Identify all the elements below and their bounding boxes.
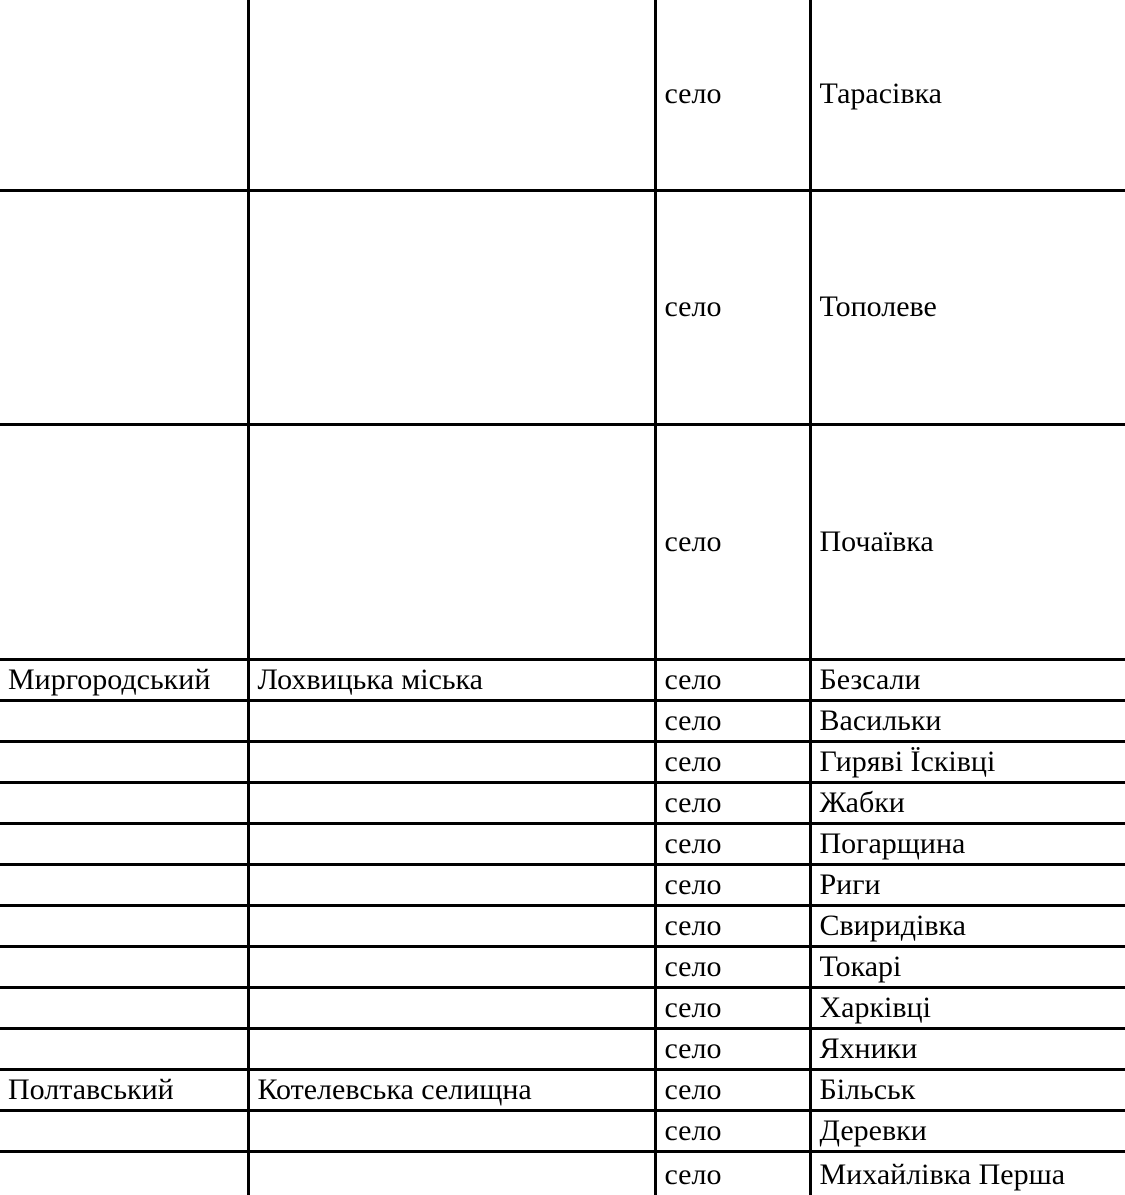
- cell-district: [0, 700, 248, 741]
- cell-district: Миргородський: [0, 659, 248, 700]
- cell-district: [0, 946, 248, 987]
- cell-name: Яхники: [810, 1028, 1125, 1069]
- cell-hromada: [248, 741, 655, 782]
- table-row: [0, 1028, 1125, 1069]
- cell-type: село: [655, 659, 810, 700]
- cell-hromada: [248, 782, 655, 823]
- cell-hromada: Котелевська селищна: [248, 1069, 655, 1110]
- cell-district: Полтавський: [0, 1069, 248, 1110]
- table-row: [0, 1151, 1125, 1195]
- cell-district: [0, 0, 248, 190]
- cell-type: село: [655, 741, 810, 782]
- cell-name: Токарі: [810, 946, 1125, 987]
- cell-hromada: [248, 864, 655, 905]
- cell-name: Погарщина: [810, 823, 1125, 864]
- cell-district: [0, 741, 248, 782]
- cell-hromada: [248, 946, 655, 987]
- cell-district: [0, 823, 248, 864]
- cell-district: [0, 1151, 248, 1195]
- cell-type: село: [655, 905, 810, 946]
- cell-type: село: [655, 0, 810, 190]
- table-row: [0, 782, 1125, 823]
- cell-name: Тарасівка: [810, 0, 1125, 190]
- cell-hromada: [248, 190, 655, 424]
- table-row: [0, 1110, 1125, 1151]
- cell-name: Тополеве: [810, 190, 1125, 424]
- cell-hromada: [248, 823, 655, 864]
- cell-district: [0, 1028, 248, 1069]
- cell-district: [0, 987, 248, 1028]
- cell-name: Свиридівка: [810, 905, 1125, 946]
- cell-type: село: [655, 1028, 810, 1069]
- cell-type: село: [655, 1069, 810, 1110]
- table-row: [0, 987, 1125, 1028]
- cell-hromada: [248, 424, 655, 659]
- cell-district: [0, 424, 248, 659]
- cell-name: Почаївка: [810, 424, 1125, 659]
- cell-district: [0, 1110, 248, 1151]
- table-row: [0, 659, 1125, 700]
- table-row: [0, 190, 1125, 424]
- cell-hromada: [248, 1110, 655, 1151]
- cell-type: село: [655, 782, 810, 823]
- cell-hromada: Лохвицька міська: [248, 659, 655, 700]
- cell-district: [0, 190, 248, 424]
- cell-hromada: [248, 700, 655, 741]
- cell-name: Васильки: [810, 700, 1125, 741]
- table-row: [0, 823, 1125, 864]
- cell-type: село: [655, 823, 810, 864]
- cell-hromada: [248, 905, 655, 946]
- cell-hromada: [248, 1151, 655, 1195]
- cell-type: село: [655, 190, 810, 424]
- cell-name: Риги: [810, 864, 1125, 905]
- cell-type: село: [655, 424, 810, 659]
- cell-type: село: [655, 946, 810, 987]
- cell-name: Гиряві Їсківці: [810, 741, 1125, 782]
- table-row: [0, 864, 1125, 905]
- cell-type: село: [655, 864, 810, 905]
- table-row: [0, 424, 1125, 659]
- cell-name: Жабки: [810, 782, 1125, 823]
- cell-name: Михайлівка Перша: [810, 1151, 1125, 1195]
- table-row: [0, 0, 1125, 190]
- table-row: [0, 1069, 1125, 1110]
- cell-hromada: [248, 0, 655, 190]
- cell-type: село: [655, 987, 810, 1028]
- cell-district: [0, 864, 248, 905]
- cell-district: [0, 905, 248, 946]
- cell-district: [0, 782, 248, 823]
- cell-name: Безсали: [810, 659, 1125, 700]
- cell-name: Деревки: [810, 1110, 1125, 1151]
- table-row: [0, 741, 1125, 782]
- table-row: [0, 946, 1125, 987]
- table-row: [0, 905, 1125, 946]
- cell-name: Більськ: [810, 1069, 1125, 1110]
- cell-hromada: [248, 1028, 655, 1069]
- cell-name: Харківці: [810, 987, 1125, 1028]
- cell-hromada: [248, 987, 655, 1028]
- cell-type: село: [655, 700, 810, 741]
- cell-type: село: [655, 1110, 810, 1151]
- table-row: [0, 700, 1125, 741]
- cell-type: село: [655, 1151, 810, 1195]
